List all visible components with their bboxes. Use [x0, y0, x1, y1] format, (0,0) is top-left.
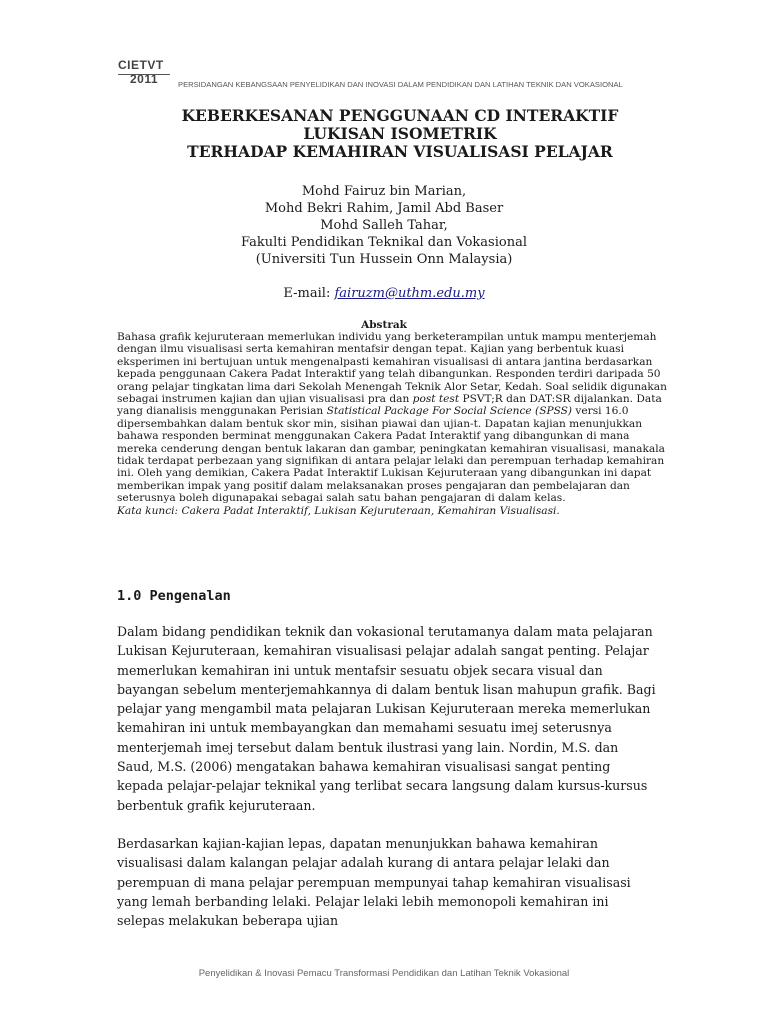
title-line2: LUKISAN ISOMETRIK — [303, 124, 497, 143]
abstract-italic-post-test: post test — [412, 393, 460, 406]
abstract-text-part3: versi 16.0 dipersembahkan dalam bentuk skor min, sisihan piawai dan ujian-t. Dapatan kajian menunjukkan bahawa responden berminat menggunakan Cakera Padat Interaktif yang dibangunkan di mana mereka cenderung dengan bentuk lakaran dan gambar, peningkatan kemahiran visualisasi, manakala tidak terdapat perbezaan yang signifikan di antara pelajar lelaki dan perempuan terhadap kemahiran ini. Oleh yang demikian, Cakera Padat Interaktif Lukisan Kejuruteraan yang dibangunkan ini dapat memberikan impak yang positif dalam melaksanakan proses pengajaran dan pembelajaran dan seterusnya boleh digunapakai sebagai salah satu bahan pengajaran di dalam kelas. — [117, 405, 665, 505]
title-line3: TERHADAP KEMAHIRAN VISUALISASI PELAJAR — [187, 142, 613, 161]
abstract-text-part2: PSVT;R dan DAT:SR dijalankan. Data yang dianalisis menggunakan Perisian — [117, 393, 662, 418]
author-line3: Mohd Salleh Tahar, — [320, 218, 448, 233]
abstract-heading: Abstrak — [361, 319, 407, 331]
paper-title — [150, 107, 650, 161]
section-paragraph-2: Berdasarkan kajian-kajian lepas, dapatan menunjukkan bahawa kemahiran visualisasi dalam kalangan pelajar adalah kurang di antara pelajar lelaki dan perempuan di mana pelajar perempuan mempunyai tahap kemahiran visualisasi yang lemah berbanding lelaki. Pelajar lelaki lebih memonopoli kemahiran ini selepas melakukan beberapa ujian — [117, 835, 631, 929]
section-body — [117, 622, 657, 949]
abstract-keywords: Kata kunci: Cakera Padat Interaktif, Lukisan Kejuruteraan, Kemahiran Visualisasi. — [117, 504, 560, 517]
logo-line1: CIETVT — [118, 58, 164, 72]
email-line — [0, 286, 768, 301]
logo-line2: 2011 — [130, 72, 159, 86]
section-paragraph-1: Dalam bidang pendidikan teknik dan vokasional terutamanya dalam mata pelajaran Lukisan Kejuruteraan, kemahiran visualisasi pelajar adalah sangat penting. Pelajar memerlukan kemahiran ini untuk mentafsir sesuatu objek secara visual dan bayangan sebelum menterjemahkannya di dalam bentuk lisan mahupun grafik. Bagi pelajar yang mengambil mata pelajaran Lukisan Kejuruteraan mereka memerlukan kemahiran ini untuk membayangkan dan memahami sesuatu imej seterusnya menterjemah imej tersebut dalam bentuk ilustrasi yang lain. Nordin, M.S. dan Saud, M.S. (2006) mengatakan bahawa kemahiran visualisasi sangat penting kepada pelajar-pelajar teknikal yang terlibat secara langsung dalam kursus-kursus berbentuk grafik kejuruteraan. — [117, 624, 656, 813]
abstract-body — [117, 331, 672, 517]
email-link[interactable]: fairuzm@uthm.edu.my — [334, 286, 485, 301]
affiliation-line2: (Universiti Tun Hussein Onn Malaysia) — [255, 252, 513, 267]
title-line1: KEBERKESANAN PENGGUNAAN CD INTERAKTIF — [181, 106, 619, 125]
affiliation-line1: Fakulti Pendidikan Teknikal dan Vokasional — [241, 235, 527, 250]
abstract-text — [117, 331, 672, 505]
email-label: E-mail: — [283, 286, 331, 301]
page-header — [118, 58, 718, 89]
author-block — [0, 183, 768, 268]
author-line1: Mohd Fairuz bin Marian, — [301, 184, 467, 199]
section-heading: 1.0 Pengenalan — [117, 588, 231, 604]
header-rule — [118, 74, 170, 75]
page-footer: Penyelidikan & Inovasi Pemacu Transformasi Pendidikan dan Latihan Teknik Vokasional — [198, 968, 570, 979]
author-line2: Mohd Bekri Rahim, Jamil Abd Baser — [264, 201, 504, 216]
conference-name: PERSIDANGAN KEBANGSAAN PENYELIDIKAN DAN INOVASI DALAM PENDIDIKAN DAN LATIHAN TEKNIK DAN VOKASIONAL — [178, 80, 623, 89]
abstract-italic-spss: Statistical Package For Social Science (SPSS) — [326, 405, 573, 418]
abstract-text-part1: Bahasa grafik kejuruteraan memerlukan individu yang berketerampilan untuk mampu menterjemah dengan ilmu visualisasi serta kemahiran mentafsir dengan tepat. Kajian yang berbentuk kuasi eksperimen ini bertujuan untuk mengenalpasti kemahiran visualisasi di antara jantina berdasarkan kepada penggunaan Cakera Padat Interaktif yang telah dibangunkan. Responden terdiri daripada 50 orang pelajar tingkatan lima dari Sekolah Menengah Teknik Alor Setar, Kedah. Soal selidik digunakan sebagai instrumen kajian dan ujian visualisasi pra dan — [117, 331, 667, 406]
